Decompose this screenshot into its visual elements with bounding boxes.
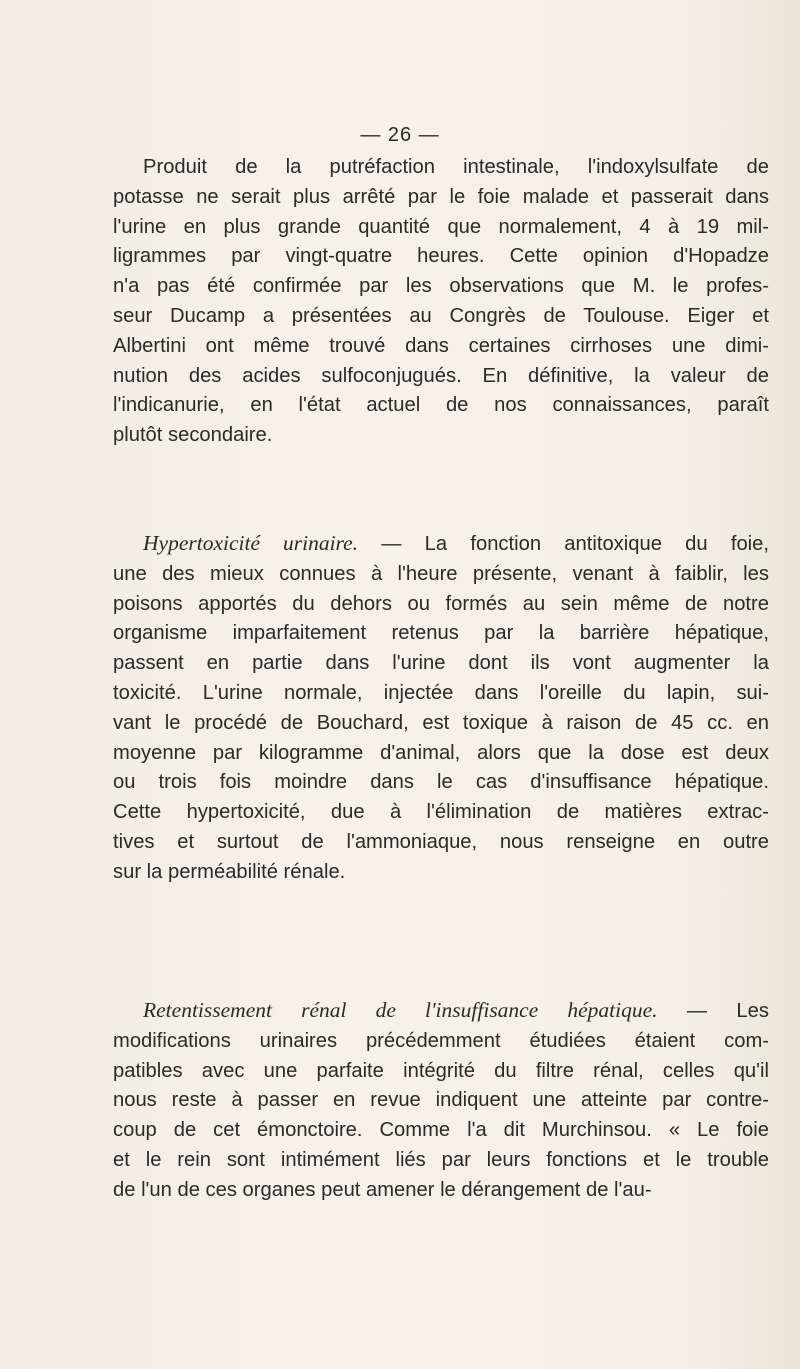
paragraph-indicanurie <box>113 153 769 451</box>
text-line: tives et surtout de l'ammoniaque, nous renseigne en outre <box>113 830 769 853</box>
text-line: ou trois fois moindre dans le cas d'insuffisance hépatique. <box>113 771 769 794</box>
text-line: et le rein sont intimément liés par leurs fonctions et le trouble <box>113 1148 769 1171</box>
text-line: l'indicanurie, en l'état actuel de nos connaissances, paraît <box>113 394 769 417</box>
text-line: vant le procédé de Bouchard, est toxique à raison de 45 cc. en <box>113 711 769 734</box>
text-line: n'a pas été confirmée par les observations que M. le profes- <box>113 275 769 298</box>
text-line: Produit de la putréfaction intestinale, l'indoxylsulfate de <box>143 156 769 178</box>
page-number: — 26 — <box>360 124 440 146</box>
text-line: ligrammes par vingt-quatre heures. Cette opinion d'Hopadze <box>113 245 769 268</box>
text-line: toxicité. L'urine normale, injectée dans l'oreille du lapin, sui- <box>113 681 769 704</box>
text-line: modifications urinaires précédemment étudiées étaient com- <box>113 1029 769 1052</box>
text-line: l'urine en plus grande quantité que normalement, 4 à 19 mil- <box>113 215 769 238</box>
text-line: seur Ducamp a présentées au Congrès de Toulouse. Eiger et <box>113 304 769 327</box>
text-line: plutôt secondaire. <box>113 424 273 447</box>
text-line: patibles avec une parfaite intégrité du filtre rénal, celles qu'il <box>113 1059 769 1082</box>
paragraph-retentissement-renal <box>113 996 769 1206</box>
text-line: nous reste à passer en revue indiquent une atteinte par contre- <box>113 1089 769 1112</box>
text-line: poisons apportés du dehors ou formés au sein même de notre <box>113 592 769 615</box>
text-line: Albertini ont même trouvé dans certaines cirrhoses une dimi- <box>113 334 769 357</box>
paragraph-hypertoxicite <box>113 529 769 888</box>
heading-continuation: — Les <box>657 1000 769 1022</box>
section-heading: Retentissement rénal de l'insuffisance hépatique. <box>143 998 658 1022</box>
section-heading: Hypertoxicité urinaire. <box>143 531 359 555</box>
text-line: coup de cet émonctoire. Comme l'a dit Murchinsou. « Le foie <box>113 1119 769 1142</box>
text-line: nution des acides sulfoconjugués. En définitive, la valeur de <box>113 364 769 387</box>
text-line: Cette hypertoxicité, due à l'élimination de matières extrac- <box>113 801 769 824</box>
text-line: organisme imparfaitement retenus par la barrière hépatique, <box>113 622 769 645</box>
text-line: de l'un de ces organes peut amener le dérangement de l'au- <box>113 1178 652 1201</box>
text-line: une des mieux connues à l'heure présente, venant à faiblir, les <box>113 562 769 585</box>
text-line: potasse ne serait plus arrêté par le foie malade et passerait dans <box>113 185 769 208</box>
text-line <box>113 529 769 560</box>
text-line: moyenne par kilogramme d'animal, alors que la dose est deux <box>113 741 769 764</box>
text-line: sur la perméabilité rénale. <box>113 860 346 883</box>
heading-continuation: — La fonction antitoxique du foie, <box>358 533 769 555</box>
text-line <box>113 996 769 1027</box>
text-line: passent en partie dans l'urine dont ils vont augmenter la <box>113 652 769 675</box>
